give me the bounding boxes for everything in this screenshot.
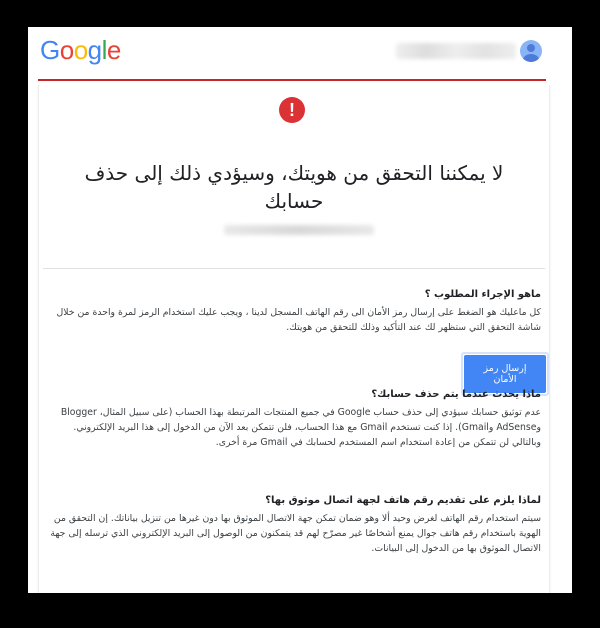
account-avatar-icon[interactable] — [520, 40, 542, 62]
blurred-account-subtitle — [224, 225, 374, 235]
section-title: ماذا يحدث عندما يتم حذف حسابك؟ — [371, 389, 541, 400]
section-account-deletion — [47, 388, 541, 450]
exclamation-icon: ! — [279, 97, 305, 123]
logo-letter-g: G — [40, 35, 60, 65]
section-text: عدم توثيق حسابك سيؤدي إلى حذف حساب Google في جميع المنتجات المرتبطة بهذا الحساب (على سبيل المثال، Blogger وAdSense وGmail). إذا كنت تستخدم Gmail مع هذا الحساب، فلن تتمكن بعد الآن من الدخول إلى هذا البريد الإلكتروني. وبالتالي لن تتمكن من إعادة استخدام اسم المستخدم لحسابك في Gmail مرة أخرى. — [60, 407, 541, 448]
google-logo — [40, 35, 121, 66]
logo-letter-l: l — [101, 35, 107, 65]
logo-letter-o2: o — [73, 35, 88, 65]
avatar-head — [527, 44, 535, 52]
section-title: ماهو الإجراء المطلوب ؟ — [424, 289, 541, 300]
avatar-body — [523, 54, 539, 62]
page-header — [28, 27, 572, 82]
title-divider — [43, 268, 545, 269]
section-title: لماذا يلزم على تقديم رقم هاتف لجهة اتصال موثوق بها؟ — [265, 495, 541, 506]
logo-letter-e: e — [106, 35, 121, 65]
browser-frame — [28, 27, 572, 593]
logo-letter-g2: g — [87, 35, 102, 65]
header-rule — [38, 79, 546, 81]
section-phone-requirement — [47, 494, 541, 556]
blurred-account-email — [396, 43, 516, 59]
logo-letter-o1: o — [59, 35, 74, 65]
message-card — [38, 85, 550, 593]
page-title: لا يمكننا التحقق من هويتك، وسيؤدي ذلك إلى حذف حسابك — [84, 161, 504, 213]
section-text: كل ماعليك هو الضغط على إرسال رمز الأمان الى رقم الهاتف المسجل لدينا ، ويجب عليك استخدام الرمز لمرة واحدة من خلال شاشة التحقق التي ستظهر لك عند التأكيد وذلك للتحقق من هويتك. — [56, 307, 541, 333]
send-security-code-button[interactable]: إرسال رمز الأمان — [464, 355, 546, 393]
section-text: سيتم استخدام رقم الهاتف لغرض وحيد ألا وهو ضمان تمكن جهة الاتصال الموثوق بها دون غيرها من تنزيل بياناتك. إن التحقق من الهوية باستخدام رقم هاتف جوال يمنع أشخاصًا غير مصرّح لهم قد يتمكنون من الوصول إلى البريد الإلكتروني الذي ترسله إلى جهة الاتصال الموثوق بها من الدخول إلى البيانات. — [50, 513, 541, 554]
section-required-action — [47, 288, 541, 335]
